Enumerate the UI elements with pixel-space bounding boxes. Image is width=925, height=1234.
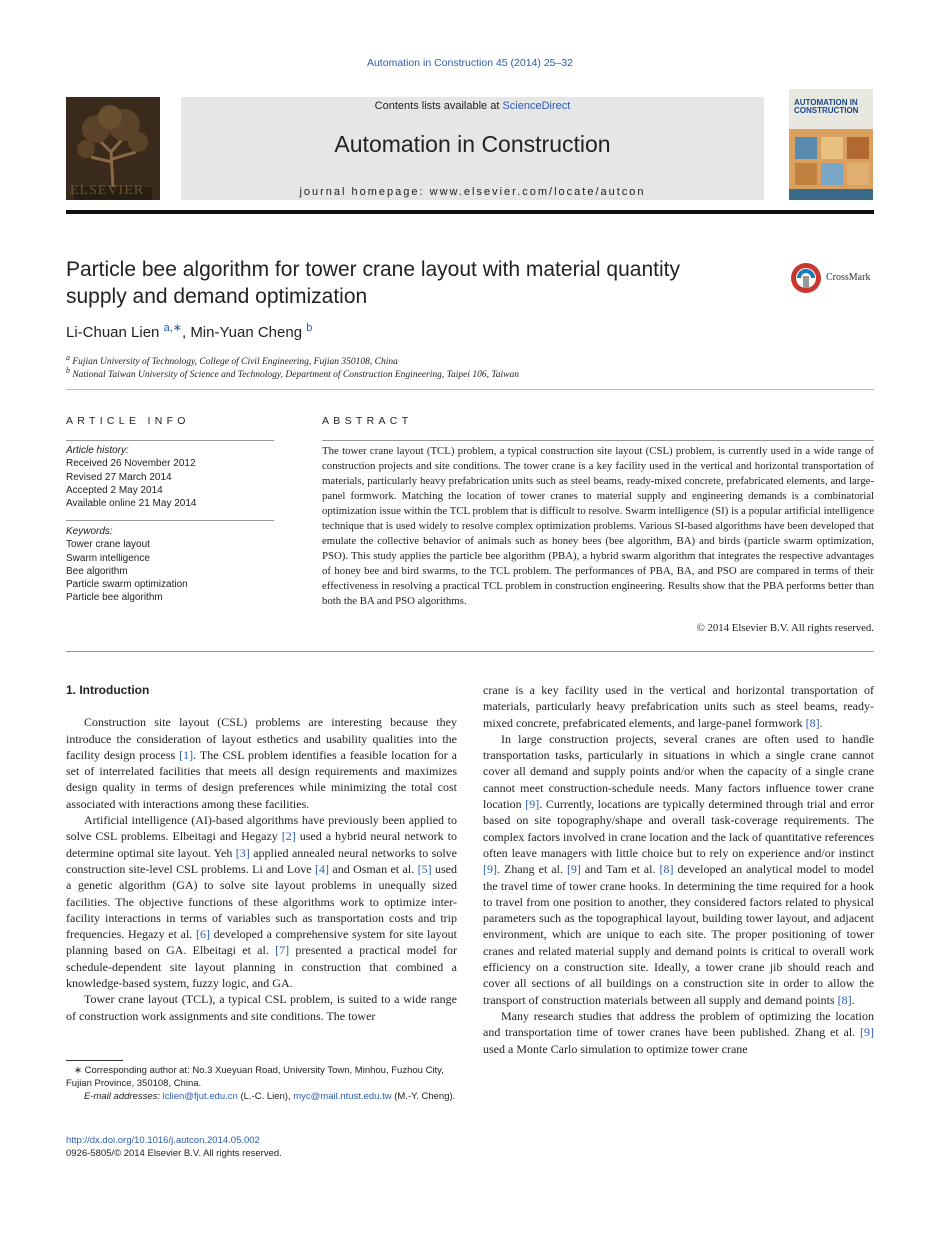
email-link-2[interactable]: myc@mail.ntust.edu.tw (293, 1091, 392, 1102)
keywords-label: Keywords: (66, 526, 113, 537)
email-label: E-mail addresses: (84, 1091, 163, 1102)
keyword-item: Tower crane layout (66, 539, 150, 551)
ref-link-4[interactable]: [4] (314, 861, 329, 876)
ref-link-6[interactable]: [6] (195, 927, 210, 942)
ref-link-8[interactable]: [8] (805, 715, 820, 730)
email-link-1[interactable]: lclien@fjut.edu.cn (162, 1091, 238, 1102)
journal-homepage[interactable]: journal homepage: www.elsevier.com/locate/autcon (299, 186, 646, 198)
abstract-divider (66, 651, 874, 652)
text-span: developed a comprehensive system for site layout planning based on GA. Elbeitagi et al. (66, 927, 457, 958)
text-span: . Zhang et al. (497, 862, 567, 877)
text-span: applied annealed neural networks to solve construction site-level CSL problems. Li and Love (66, 845, 457, 876)
text-span: . The CSL problem identifies a feasible location for a set of interrelated facilities that meets all design requirements and maximizes design quality in terms of design preferences while minimizing the total cost associated with interactions among these facilities. (66, 747, 457, 811)
keyword-item: Particle swarm optimization (66, 579, 188, 591)
text-span: crane is a key facility used in the vertical and horizontal transportation of materials, particularly heavy prefabrication units such as steel beams, ready-mixed concrete, prefabricated elements, and large-panel formwork (483, 683, 874, 730)
text-span: In large construction projects, several cranes are often used to handle transportation tasks, particularly in situations in which a single crane cannot cover all demand and supply points and/or when the capacity of a single crane cannot meet construction-schedule needs. Many factors influence tower crane location (483, 731, 874, 812)
abstract-text: The tower crane layout (TCL) problem, a typical construction site layout (CSL) problem, is currently used in a wide range of construction projects and site conditions. The tower crane is a key facility used in the vertical and horizontal transportation of materials, particularly heavy prefabrication units such as steel beams, ready-mixed concrete, prefabricated elements, and large-panel formwork. Matching the location of tower cranes to material supply and engineering demands is a combinatorial optimization issue within the TCL problem that is difficult to resolve. Swarm intelligence (SI) is a popular artificial intelligence technique that is used widely to resolve complex optimization problems. Various SI-based algorithms have been developed that emulate the collective behavior of animals such as honey bees (bee algorithm, BA) and birds (particle swarm optimization, PSO). This study applies the particle bee algorithm (PBA), a hybrid swarm algorithm that integrates the respective advantages of honey bee and bird swarms, to the TCL problem. The performances of PBA, BA, and PSO are compared in terms of their effectiveness in resolving a practical TCL problem in construction engineering. Results show that the PBA performs better than both the BA and PSO algorithms. (322, 445, 874, 607)
journal-cover[interactable] (789, 89, 873, 200)
doi-link[interactable]: http://dx.doi.org/10.1016/j.autcon.2014.05.002 (66, 1135, 260, 1146)
history-label: Article history: (66, 445, 129, 456)
text-span: and Osman et al. (328, 861, 418, 876)
affiliation-a-sup: a (66, 353, 70, 362)
keywords-rule (66, 520, 274, 521)
crossmark-icon (790, 262, 822, 294)
left-column (66, 682, 457, 1024)
ref-link-9[interactable]: [9] (860, 1025, 874, 1040)
intro-paragraph-2 (66, 812, 457, 991)
doi-block (66, 1134, 282, 1160)
footnote (66, 1064, 457, 1103)
affiliation-b-sup: b (66, 366, 70, 375)
text-span: . (851, 992, 855, 1007)
ref-link-8[interactable]: [8] (837, 992, 852, 1007)
ref-link-2[interactable]: [2] (281, 829, 296, 844)
intro-paragraph-1 (66, 714, 457, 812)
journal-title: Automation in Construction (334, 131, 611, 157)
article-title (66, 256, 766, 310)
header-rule (66, 210, 874, 214)
history-revised: Revised 27 March 2014 (66, 471, 172, 483)
intro-paragraph-5 (483, 1008, 874, 1057)
crossmark-button[interactable] (790, 262, 880, 296)
intro-paragraph-3-cont (483, 682, 874, 731)
text-span: presented a practical model for schedule-dependent site layout planning in construction that combined a knowledge-based system, fuzzy logic, and GA. (66, 943, 457, 991)
text-span: . Currently, locations are typically determined through trial and error based on site topography/shape and overall task-coverage requirements. The complex factors involved in crane location and the lack of quantitative references often leave managers with little choice but to rely on experience and/or instinct (483, 797, 874, 860)
author-separator: , (181, 324, 191, 341)
ref-link-8[interactable]: [8] (659, 862, 674, 877)
ref-link-5[interactable]: [5] (417, 861, 432, 876)
text-span: Many research studies that address the problem of optimizing the location and transportation time of tower cranes have been published. Zhang et al. (483, 1008, 874, 1040)
history-online: Available online 21 May 2014 (66, 498, 197, 510)
ref-link-3[interactable]: [3] (235, 845, 250, 860)
author-list (66, 321, 312, 341)
article-info-rule (66, 440, 274, 441)
elsevier-wordmark: ELSEVIER (70, 183, 145, 198)
author-2: Min-Yuan Cheng (190, 324, 303, 341)
author-1: Li-Chuan Lien (66, 324, 160, 341)
history-received: Received 26 November 2012 (66, 458, 196, 470)
keyword-item: Swarm intelligence (66, 552, 150, 564)
title-line-2: supply and demand optimization (66, 285, 368, 308)
text-span: and Tam et al. (580, 862, 660, 877)
text-span: used a hybrid neural network to determine optimal site layout. Yeh (66, 829, 458, 860)
cover-title: AUTOMATION IN CONSTRUCTION (794, 98, 859, 116)
section-1-heading: 1. Introduction (66, 683, 150, 697)
text-span: developed an analytical model to model the travel time of tower crane hooks. In determining the time required for a hook to travel from one position to another, they considered factors related to physical parameters such as the topographical layout, building tower layout, and adjacent environment, which are unique to each site. The proper positioning of tower cranes and related material supply and demand points is critical to overall work efficiency on a construction site. Ideally, a tower crane jib should reach and cover all sections of all buildings on a construction site in order to allow the transport of construction materials between all supply and demand points (483, 862, 874, 1007)
footnote-corr-text: Corresponding author at: No.3 Xueyuan Road, University Town, Minhou, Fuzhou City, Fujian Province, 350108, China. (66, 1065, 444, 1089)
email-1-owner: (L.-C. Lien), (237, 1091, 294, 1102)
contents-line (181, 100, 764, 112)
article-info-heading: ARTICLE INFO (66, 415, 190, 427)
intro-paragraph-3: Tower crane layout (TCL), a typical CSL problem, is suited to a wide range of construction work assignments and site conditions. The tower (66, 992, 457, 1023)
journal-reference-link[interactable]: Automation in Construction 45 (2014) 25–32 (366, 57, 574, 69)
author-1-affil[interactable]: a,∗ (163, 322, 182, 334)
ref-link-1[interactable]: [1] (179, 747, 194, 762)
elsevier-logo (66, 97, 160, 200)
ref-link-9[interactable]: [9] (525, 797, 540, 812)
title-line-1: Particle bee algorithm for tower crane layout with material quantity (66, 258, 680, 281)
text-span: used a genetic algorithm (GA) to solve site layout problems in unequally sized facilities. The objective functions of these algorithms work to optimize inter-facility interactions in terms of variables such as transportation costs and trip frequencies. Hegazy et al. (66, 861, 458, 942)
corresponding-author-note (66, 1064, 457, 1090)
keywords (66, 525, 276, 605)
ref-link-7[interactable]: [7] (275, 943, 290, 958)
text-span: Construction site layout (CSL) problems are interesting because they introduce the consideration of layout esthetics and usability qualities into the facility design process (66, 715, 457, 762)
text-span: Artificial intelligence (AI)-based algorithms have previously been applied to solve CSL problems. Elbeitagi and Hegazy (66, 813, 457, 844)
ref-link-9[interactable]: [9] (483, 862, 497, 877)
footnote-rule (66, 1060, 123, 1061)
ref-link-9[interactable]: [9] (566, 862, 581, 877)
keyword-item: Bee algorithm (66, 565, 128, 577)
text-span: used a Monte Carlo simulation to optimize tower crane (483, 1041, 748, 1056)
text-span: . (819, 715, 823, 730)
title-divider (66, 389, 874, 390)
footnote-star: ∗ (74, 1065, 82, 1076)
affiliation-b-text: National Taiwan University of Science and Technology, Department of Construction Engineering, Taipei 106, Taiwan (72, 370, 520, 381)
email-2-owner: (M.-Y. Cheng). (391, 1091, 456, 1102)
author-2-affil[interactable]: b (306, 322, 313, 334)
keyword-item: Particle bee algorithm (66, 592, 163, 604)
right-column (483, 682, 874, 1057)
abstract-rule (322, 440, 874, 441)
abstract-copyright: © 2014 Elsevier B.V. All rights reserved. (696, 622, 874, 634)
sciencedirect-link[interactable]: ScienceDirect (502, 100, 571, 112)
issn-line: 0926-5805/© 2014 Elsevier B.V. All rights reserved. (66, 1148, 282, 1159)
abstract-heading: ABSTRACT (322, 415, 413, 427)
crossmark-label: CrossMark (826, 272, 871, 283)
affiliation-b (66, 366, 519, 380)
intro-paragraph-4 (483, 731, 874, 1008)
article-history (66, 444, 276, 510)
affiliation-a-text: Fujian University of Technology, College of Civil Engineering, Fujian 350108, China (72, 357, 398, 368)
history-accepted: Accepted 2 May 2014 (66, 484, 163, 496)
contents-prefix: Contents lists available at (374, 100, 503, 112)
email-line (66, 1090, 457, 1103)
